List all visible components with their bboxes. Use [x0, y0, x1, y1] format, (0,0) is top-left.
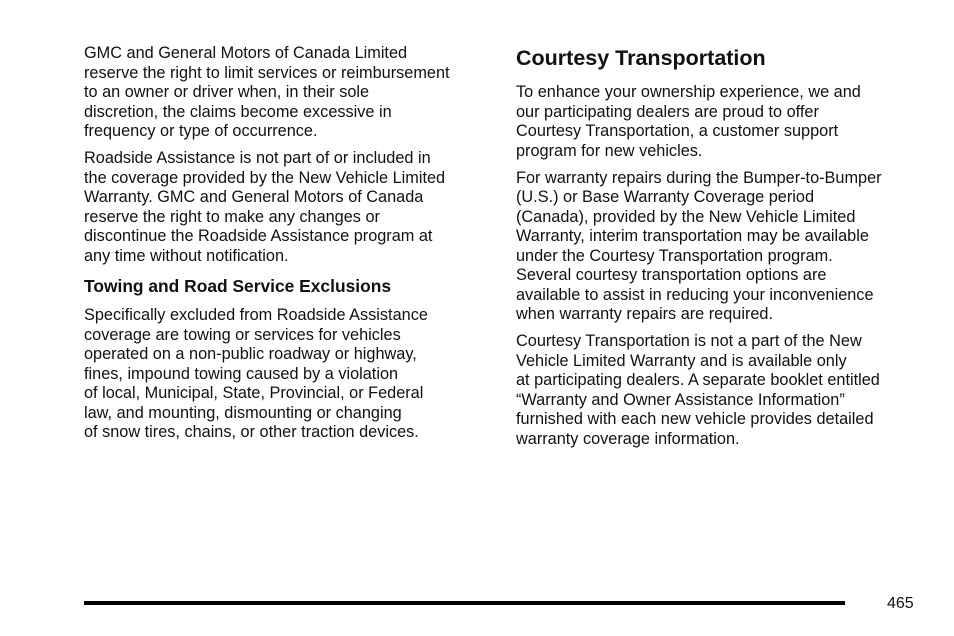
- text-line: Roadside Assistance is not part of or included in: [84, 149, 431, 167]
- text-line: (U.S.) or Base Warranty Coverage period: [516, 188, 814, 207]
- text-line: of local, Municipal, State, Provincial, or Federal: [84, 384, 424, 402]
- text-line: Warranty, interim transportation may be available: [516, 227, 869, 246]
- left-paragraph-3: [84, 306, 494, 443]
- text-line: Several courtesy transportation options are: [516, 266, 827, 285]
- right-column: [516, 44, 926, 449]
- text-line: reserve the right to limit services or reimbursement: [84, 63, 450, 82]
- text-line: when warranty repairs are required.: [516, 305, 774, 324]
- text-line: Vehicle Limited Warranty and is available only: [516, 351, 847, 370]
- text-line: For warranty repairs during the Bumper-to-Bumper: [516, 168, 882, 187]
- text-line: GMC and General Motors of Canada Limited: [84, 44, 408, 62]
- text-line: fines, impound towing caused by a violation: [84, 364, 399, 383]
- left-paragraph-1: [84, 44, 494, 142]
- text-line: the coverage provided by the New Vehicle Limited: [84, 168, 446, 187]
- text-line: frequency or type of occurrence.: [84, 122, 318, 140]
- text-line: To enhance your ownership experience, we and: [516, 83, 861, 101]
- text-line: (Canada), provided by the New Vehicle Limited: [516, 207, 856, 226]
- section-heading-courtesy-transportation: Courtesy Transportation: [516, 46, 766, 70]
- right-paragraph-1: [516, 83, 926, 161]
- text-line: discretion, the claims become excessive in: [84, 102, 392, 121]
- text-line: warranty coverage information.: [516, 429, 740, 448]
- text-line: law, and mounting, dismounting or changing: [84, 403, 402, 422]
- text-line: operated on a non-public roadway or highway,: [84, 345, 417, 363]
- section-heading-towing-exclusions: Towing and Road Service Exclusions: [84, 276, 391, 296]
- text-line: discontinue the Roadside Assistance program at: [84, 227, 433, 245]
- text-line: furnished with each new vehicle provides detailed: [516, 410, 874, 429]
- left-column: [84, 44, 494, 443]
- footer-rule: [84, 601, 845, 605]
- text-line: “Warranty and Owner Assistance Information”: [516, 390, 845, 409]
- text-line: coverage are towing or services for vehicles: [84, 325, 401, 344]
- text-line: program for new vehicles.: [516, 141, 703, 160]
- text-line: our participating dealers are proud to offer: [516, 102, 819, 121]
- text-line: Courtesy Transportation is not a part of the New: [516, 332, 862, 351]
- text-line: of snow tires, chains, or other traction devices.: [84, 423, 419, 441]
- page-number: 465: [887, 595, 914, 612]
- text-line: available to assist in reducing your inconvenience: [516, 285, 874, 304]
- text-line: at participating dealers. A separate booklet entitled: [516, 371, 880, 390]
- text-line: under the Courtesy Transportation program.: [516, 246, 833, 265]
- text-line: Specifically excluded from Roadside Assistance: [84, 306, 428, 324]
- text-line: Courtesy Transportation, a customer support: [516, 122, 839, 140]
- right-paragraph-3: [516, 332, 926, 449]
- text-line: to an owner or driver when, in their sole: [84, 83, 370, 101]
- text-line: reserve the right to make any changes or: [84, 207, 380, 226]
- left-paragraph-2: [84, 149, 494, 266]
- right-paragraph-2: [516, 169, 926, 325]
- text-line: Warranty. GMC and General Motors of Canada: [84, 188, 424, 206]
- text-line: any time without notification.: [84, 246, 289, 265]
